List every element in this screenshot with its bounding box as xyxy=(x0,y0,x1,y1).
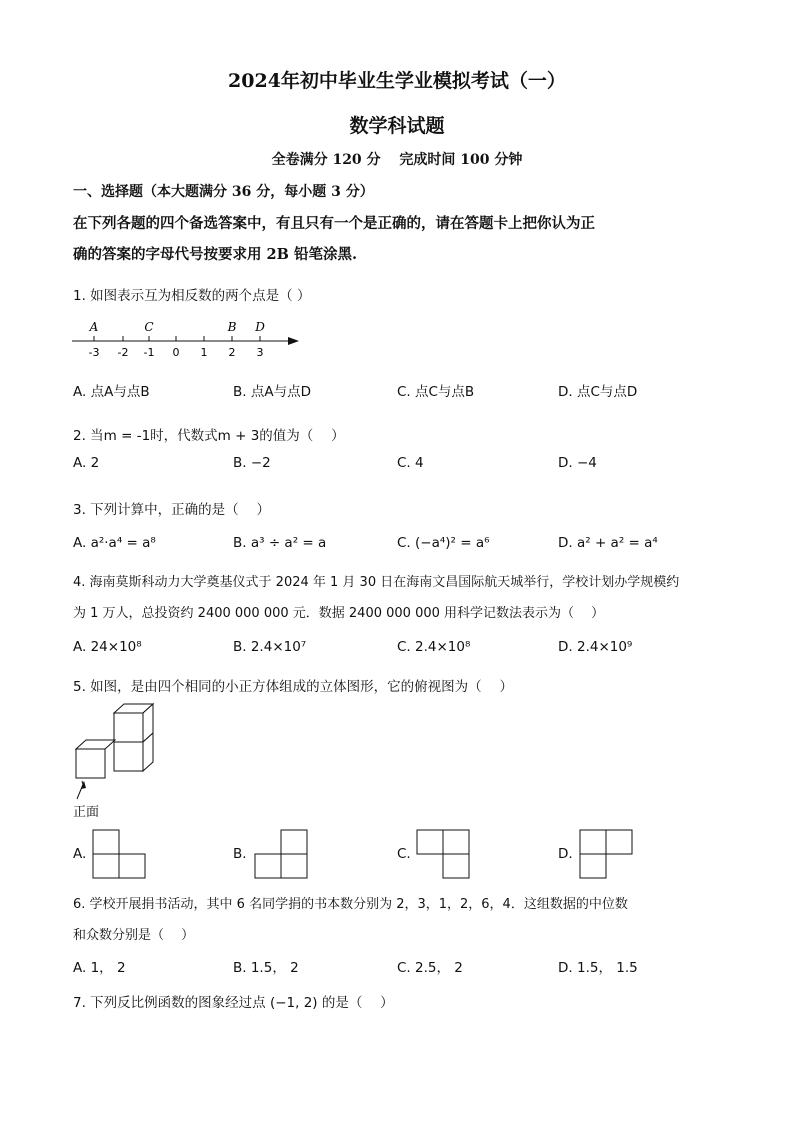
q4-option-d[interactable]: D. 2.4×10⁹ xyxy=(558,639,633,655)
q1-option-d[interactable]: D. 点C与点D xyxy=(558,384,638,400)
q3-option-b[interactable]: B. a³ ÷ a² = a xyxy=(233,535,327,551)
exam-title: 2024年初中毕业生学业模拟考试（一） xyxy=(228,70,566,92)
q5-cube-figure xyxy=(70,700,160,790)
q4-stem-line2: 为 1 万人，总投资约 2400 000 000 元．数据 2400 000 000 用科学记数法表示为（ ） xyxy=(73,606,605,621)
tick-label: 0 xyxy=(172,346,180,359)
front-label: 正面 xyxy=(73,805,100,820)
q2-option-c[interactable]: C. 4 xyxy=(397,455,424,471)
q5-option-a-figure[interactable] xyxy=(92,829,146,879)
tick-label: 2 xyxy=(228,346,236,359)
section-heading: 一、选择题（本大题满分 36 分，每小题 3 分） xyxy=(73,184,374,200)
front-arrow-icon xyxy=(73,780,93,800)
exam-subject: 数学科试题 xyxy=(349,115,445,137)
q5-option-c-letter[interactable]: C. xyxy=(397,846,411,862)
q2-option-a[interactable]: A. 2 xyxy=(73,455,100,471)
q4-option-c[interactable]: C. 2.4×10⁸ xyxy=(397,639,471,655)
q1-option-c[interactable]: C. 点C与点B xyxy=(397,384,475,400)
q4-option-a[interactable]: A. 24×10⁸ xyxy=(73,639,142,655)
q2-option-d[interactable]: D. −4 xyxy=(558,455,597,471)
q7-stem: 7. 下列反比例函数的图象经过点 (−1, 2) 的是（ ） xyxy=(73,995,394,1011)
q3-option-d[interactable]: D. a² + a² = a⁴ xyxy=(558,535,658,551)
tick-label: 3 xyxy=(256,346,264,359)
q2-option-b[interactable]: B. −2 xyxy=(233,455,271,471)
section-instruction-line2: 确的答案的字母代号按要求用 2B 铅笔涂黑. xyxy=(73,246,357,263)
q1-option-a[interactable]: A. 点A与点B xyxy=(73,384,150,400)
tick-label: -2 xyxy=(117,346,129,359)
q6-stem-line1: 6. 学校开展捐书活动，其中 6 名同学捐的书本数分别为 2，3，1，2，6，4．这组数据的中位数 xyxy=(73,897,628,912)
tick-label: 1 xyxy=(200,346,208,359)
q3-option-a[interactable]: A. a²·a⁴ = a⁸ xyxy=(73,535,156,551)
q5-option-d-figure[interactable] xyxy=(579,829,633,879)
exam-info: 全卷满分 120 分 完成时间 100 分钟 xyxy=(271,152,523,168)
point-d-label: D xyxy=(255,320,265,334)
q6-option-d[interactable]: D. 1.5， 1.5 xyxy=(558,960,638,976)
q1-stem: 1. 如图表示互为相反数的两个点是（ ） xyxy=(73,288,311,304)
q6-stem-line2: 和众数分别是（ ） xyxy=(73,928,195,943)
q4-option-b[interactable]: B. 2.4×10⁷ xyxy=(233,639,307,655)
q5-option-c-figure[interactable] xyxy=(416,829,470,879)
point-a-label: A xyxy=(89,320,99,334)
q5-option-b-figure[interactable] xyxy=(254,829,308,879)
section-instruction-line1: 在下列各题的四个备选答案中，有且只有一个是正确的，请在答题卡上把你认为正 xyxy=(73,215,595,232)
tick-label: -1 xyxy=(143,346,155,359)
point-b-label: B xyxy=(227,320,237,334)
q3-stem: 3. 下列计算中，正确的是（ ） xyxy=(73,502,270,518)
q3-option-c[interactable]: C. (−a⁴)² = a⁶ xyxy=(397,535,490,551)
q4-stem-line1: 4. 海南莫斯科动力大学奠基仪式于 2024 年 1 月 30 日在海南文昌国际航天城举行，学校计划办学规模约 xyxy=(73,575,680,590)
q5-option-d-letter[interactable]: D. xyxy=(558,846,573,862)
q1-option-b[interactable]: B. 点A与点D xyxy=(233,384,311,400)
q5-option-a-letter[interactable]: A. xyxy=(73,846,87,862)
q6-option-a[interactable]: A. 1， 2 xyxy=(73,960,126,976)
tick-label: -3 xyxy=(88,346,100,359)
q6-option-b[interactable]: B. 1.5， 2 xyxy=(233,960,299,976)
q5-option-b-letter[interactable]: B. xyxy=(233,846,247,862)
point-c-label: C xyxy=(144,320,154,334)
q2-stem: 2. 当m = -1时，代数式m + 3的值为（ ） xyxy=(73,428,345,444)
q6-option-c[interactable]: C. 2.5， 2 xyxy=(397,960,463,976)
q1-number-line xyxy=(70,318,305,362)
q5-stem: 5. 如图，是由四个相同的小正方体组成的立体图形，它的俯视图为（ ） xyxy=(73,679,513,695)
